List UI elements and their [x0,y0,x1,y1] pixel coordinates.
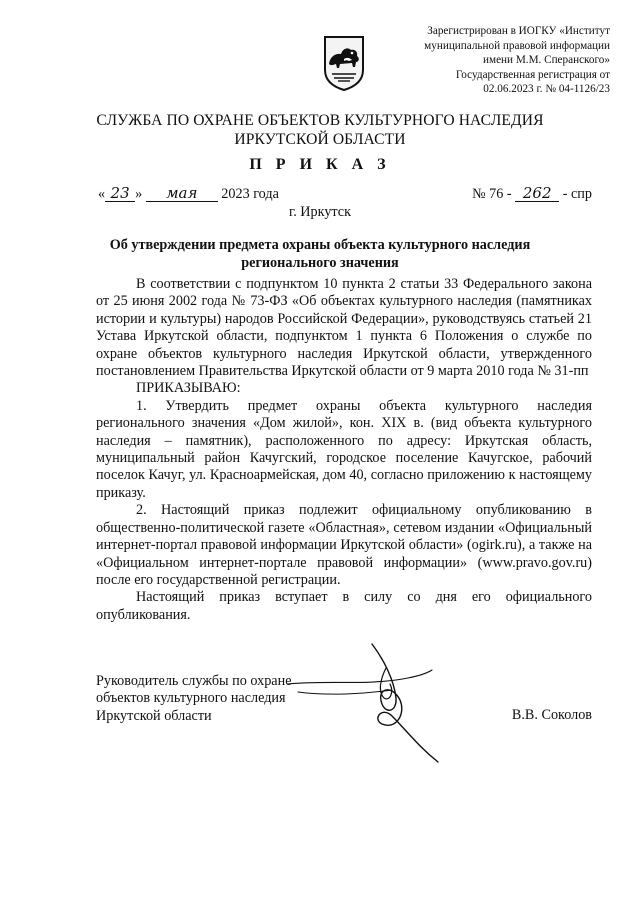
signatory-title-line: Иркутской области [96,707,212,724]
order-word: ПРИКАЗЫВАЮ: [136,380,241,397]
agency-name-line: СЛУЖБА ПО ОХРАНЕ ОБЪЕКТОВ КУЛЬТУРНОГО НАСЛЕДИЯ [96,112,544,129]
date-day: 23 [105,186,135,202]
date-year: 2023 года [221,186,279,202]
document-heading [100,237,540,272]
signatory-title [96,673,292,725]
heading-line: Об утверждении предмета охраны объекта культурного наследия [109,237,531,253]
registration-line: Государственная регистрация от [455,68,610,81]
registration-line: муниципальной правовой информации [424,39,610,52]
registration-stamp [410,24,610,97]
date-close-quote: » [135,186,143,202]
registration-line: Зарегистрирован в ИОГКУ «Институт [427,25,610,37]
handwritten-signature [268,640,508,770]
agency-name [60,111,580,149]
preamble-paragraph: В соответствии с подпунктом 10 пункта 2 статьи 33 Федерального закона от 25 июня 2002 года № 73-ФЗ «Об объектах культурного наследия (памятниках истории и культуры) народов Российской Федерации», руководствуясь статьей 21 Устава Иркутской области, подпунктом 1 пункта 6 Положения о службе по охране объектов культурного наследия Иркутской области, утвержденного постановлением Правительства Иркутской области от 9 марта 2010 года № 31-пп [96,276,592,380]
irkutsk-coat-of-arms-icon [322,34,366,92]
signatory-title-line: Руководитель службы по охране [96,673,292,689]
date-month: мая [146,186,218,202]
heading-line: регионального значения [241,254,399,271]
signatory-title-line: объектов культурного наследия [96,690,286,707]
document-type: П Р И К А З [249,156,391,173]
document-date [98,186,279,203]
city: г. Иркутск [289,204,351,220]
date-open-quote: « [98,186,106,202]
number-prefix: № 76 - [472,186,512,202]
final-paragraph: Настоящий приказ вступает в силу со дня его официального опубликования. [96,589,592,623]
signatory-name: В.В. Соколов [511,707,592,723]
registration-line: имени М.М. Сперанского» [483,54,610,67]
number-suffix: - спр [562,186,592,202]
document-body [96,276,592,624]
agency-name-line: ИРКУТСКОЙ ОБЛАСТИ [234,131,406,148]
document-number [472,186,592,203]
order-item-1: 1. Утвердить предмет охраны объекта культурного наследия регионального значения «Дом жилой», кон. XIX в. (вид объекта культурного наследия – памятник), расположенного по адресу: Иркутская область, муниципальный район Качугский, городское поселение Качугское, рабочий поселок Качуг, ул. Красноармейская, дом 40, согласно приложению к настоящему приказу. [96,397,592,501]
registration-line: 02.06.2023 г. № 04-1126/23 [483,83,610,96]
order-item-2: 2. Настоящий приказ подлежит официальному опубликованию в общественно-политической газете «Областная», сетевом издании «Официальный интернет-портал правовой информации Иркутской области» (ogirk.ru), а также на «Официальном интернет-портале правовой информации» (www.pravo.gov.ru) после его государственной регистрации. [96,502,592,588]
number-value: 262 [515,186,559,202]
